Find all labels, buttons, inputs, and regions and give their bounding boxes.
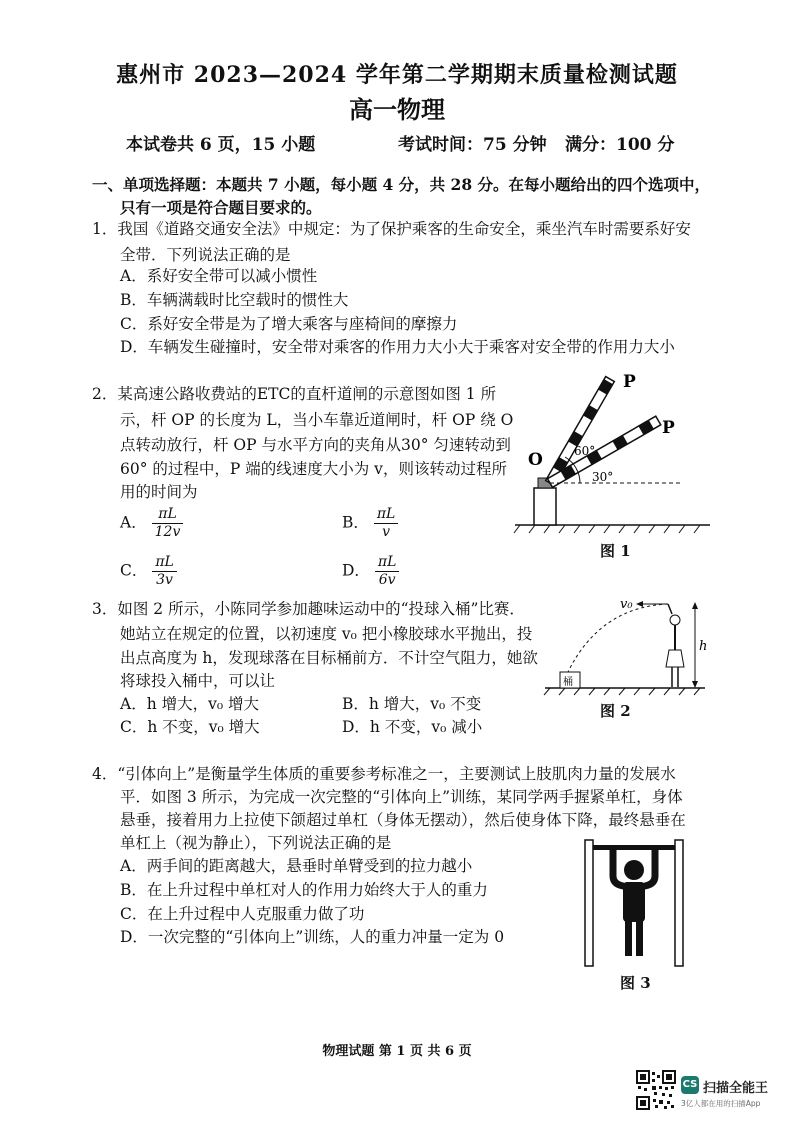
pages-info: 本试卷共 6 页，15 小题	[126, 135, 316, 155]
q4-option-c: C．在上升过程中人克服重力做了功	[120, 905, 365, 923]
fig1-angle-60: 60°	[574, 444, 596, 458]
q3-option-c: C．h 不变，v₀ 增大	[120, 718, 260, 736]
q2-option-d: D． $\frac{\pi L}{6v}$	[342, 554, 399, 589]
figure-1-barrier-gate	[510, 365, 715, 535]
page-footer: 物理试题 第 1 页 共 6 页	[322, 1044, 472, 1059]
watermark-app-name: 扫描全能王	[703, 1081, 769, 1096]
q1-option-c: C．系好安全带是为了增大乘客与座椅间的摩擦力	[120, 315, 458, 333]
q1-option-a: A．系好安全带可以减小惯性	[120, 267, 318, 285]
exam-title: 惠州市 2023—2024 学年第二学期期末质量检测试题	[116, 62, 678, 88]
q4-stem: 4．“引体向上”是衡量学生体质的重要参考标准之一，主要测试上肢肌肉力量的发展水	[92, 765, 676, 783]
q4-stem-cont: 平．如图 3 所示，为完成一次完整的“引体向上”训练，某同学两手握紧单杠，身体	[120, 788, 683, 806]
qr-code-icon	[636, 1070, 676, 1110]
fig1-label-o: O	[528, 450, 543, 470]
q1-stem: 1．我国《道路交通安全法》中规定：为了保护乘客的生命安全，乘坐汽车时需要系好安	[92, 220, 691, 238]
q4-stem-cont: 单杠上（视为静止），下列说法正确的是	[120, 834, 392, 852]
section-heading-cont: 只有一项是符合题目要求的。	[120, 198, 322, 217]
score-info: 满分：100 分	[565, 135, 675, 155]
figure-3-caption: 图 3	[620, 974, 651, 992]
q2-option-c: C． $\frac{\pi L}{3v}$	[120, 554, 177, 589]
q1-option-d: D．车辆发生碰撞时，安全带对乘客的作用力大小大于乘客对安全带的作用力大小	[120, 338, 675, 356]
q2-stem-cont: 用的时间为	[120, 483, 198, 501]
q3-option-a: A．h 增大，v₀ 增大	[120, 695, 260, 713]
fig2-label-h: h	[699, 639, 708, 654]
q4-stem-cont: 悬垂，接着用力上拉使下颌超过单杠（身体无摆动），然后使身体下降，最终悬垂在	[120, 811, 686, 829]
figure-2-caption: 图 2	[600, 702, 631, 720]
q4-option-d: D．一次完整的“引体向上”训练，人的重力冲量一定为 0	[120, 928, 505, 946]
q2-stem-cont: 点转动放行，杆 OP 与水平方向的夹角从30° 匀速转动到	[120, 436, 511, 454]
q3-option-b: B．h 增大，v₀ 不变	[342, 695, 482, 713]
figure-2-ball-toss	[540, 592, 710, 697]
fraction: $\frac{\pi L}{6v}$	[375, 554, 400, 589]
q3-stem-cont: 将球投入桶中，可以让	[120, 672, 276, 690]
q4-option-b: B．在上升过程中单杠对人的作用力始终大于人的重力	[120, 881, 488, 899]
q2-stem-cont: 60° 的过程中，P 端的线速度大小为 v，则该转动过程所	[120, 460, 507, 478]
figure-3-pull-up	[583, 838, 685, 968]
fig1-label-p-upper: P	[623, 372, 636, 392]
exam-subtitle: 高一物理	[349, 95, 445, 124]
q2-option-a: A． $\frac{\pi L}{12v}$	[120, 506, 183, 541]
q3-stem-cont: 出点高度为 h，发现球落在目标桶前方．不计空气阻力，她欲	[120, 649, 538, 667]
q3-stem: 3．如图 2 所示，小陈同学参加趣味运动中的“投球入桶”比赛．	[92, 600, 525, 618]
q3-option-d: D．h 不变，v₀ 减小	[342, 718, 483, 736]
fig2-label-v0: v₀	[620, 597, 633, 612]
fraction: $\frac{\pi L}{12v}$	[152, 506, 184, 541]
fraction: $\frac{\pi L}{3v}$	[152, 554, 177, 589]
camscanner-logo-icon: CS	[681, 1076, 699, 1094]
time-info: 考试时间：75 分钟	[398, 135, 547, 155]
figure-1-caption: 图 1	[600, 542, 631, 560]
q1-option-b: B．车辆满载时比空载时的惯性大	[120, 291, 349, 309]
q2-option-b: B． $\frac{\pi L}{v}$	[342, 506, 398, 541]
fig1-label-p-lower: P	[662, 418, 675, 438]
q4-option-a: A．两手间的距离越大，悬垂时单臂受到的拉力越小	[120, 857, 473, 875]
q2-stem-cont: 示，杆 OP 的长度为 L，当小车靠近道闸时，杆 OP 绕 O	[120, 411, 514, 429]
q2-stem: 2．某高速公路收费站的ETC的直杆道闸的示意图如图 1 所	[92, 385, 497, 403]
fig2-label-bucket: 桶	[563, 677, 573, 688]
q1-stem-cont: 全带．下列说法正确的是	[120, 246, 291, 264]
fig1-angle-30: 30°	[592, 470, 614, 484]
watermark-tagline: 3亿人都在用的扫描App	[681, 1099, 761, 1108]
fraction: $\frac{\pi L}{v}$	[374, 506, 399, 541]
q3-stem-cont: 她站立在规定的位置，以初速度 v₀ 把小橡胶球水平抛出，投	[120, 625, 533, 643]
section-heading: 一、单项选择题：本题共 7 小题，每小题 4 分，共 28 分。在每小题给出的四个选项中，	[92, 175, 711, 194]
